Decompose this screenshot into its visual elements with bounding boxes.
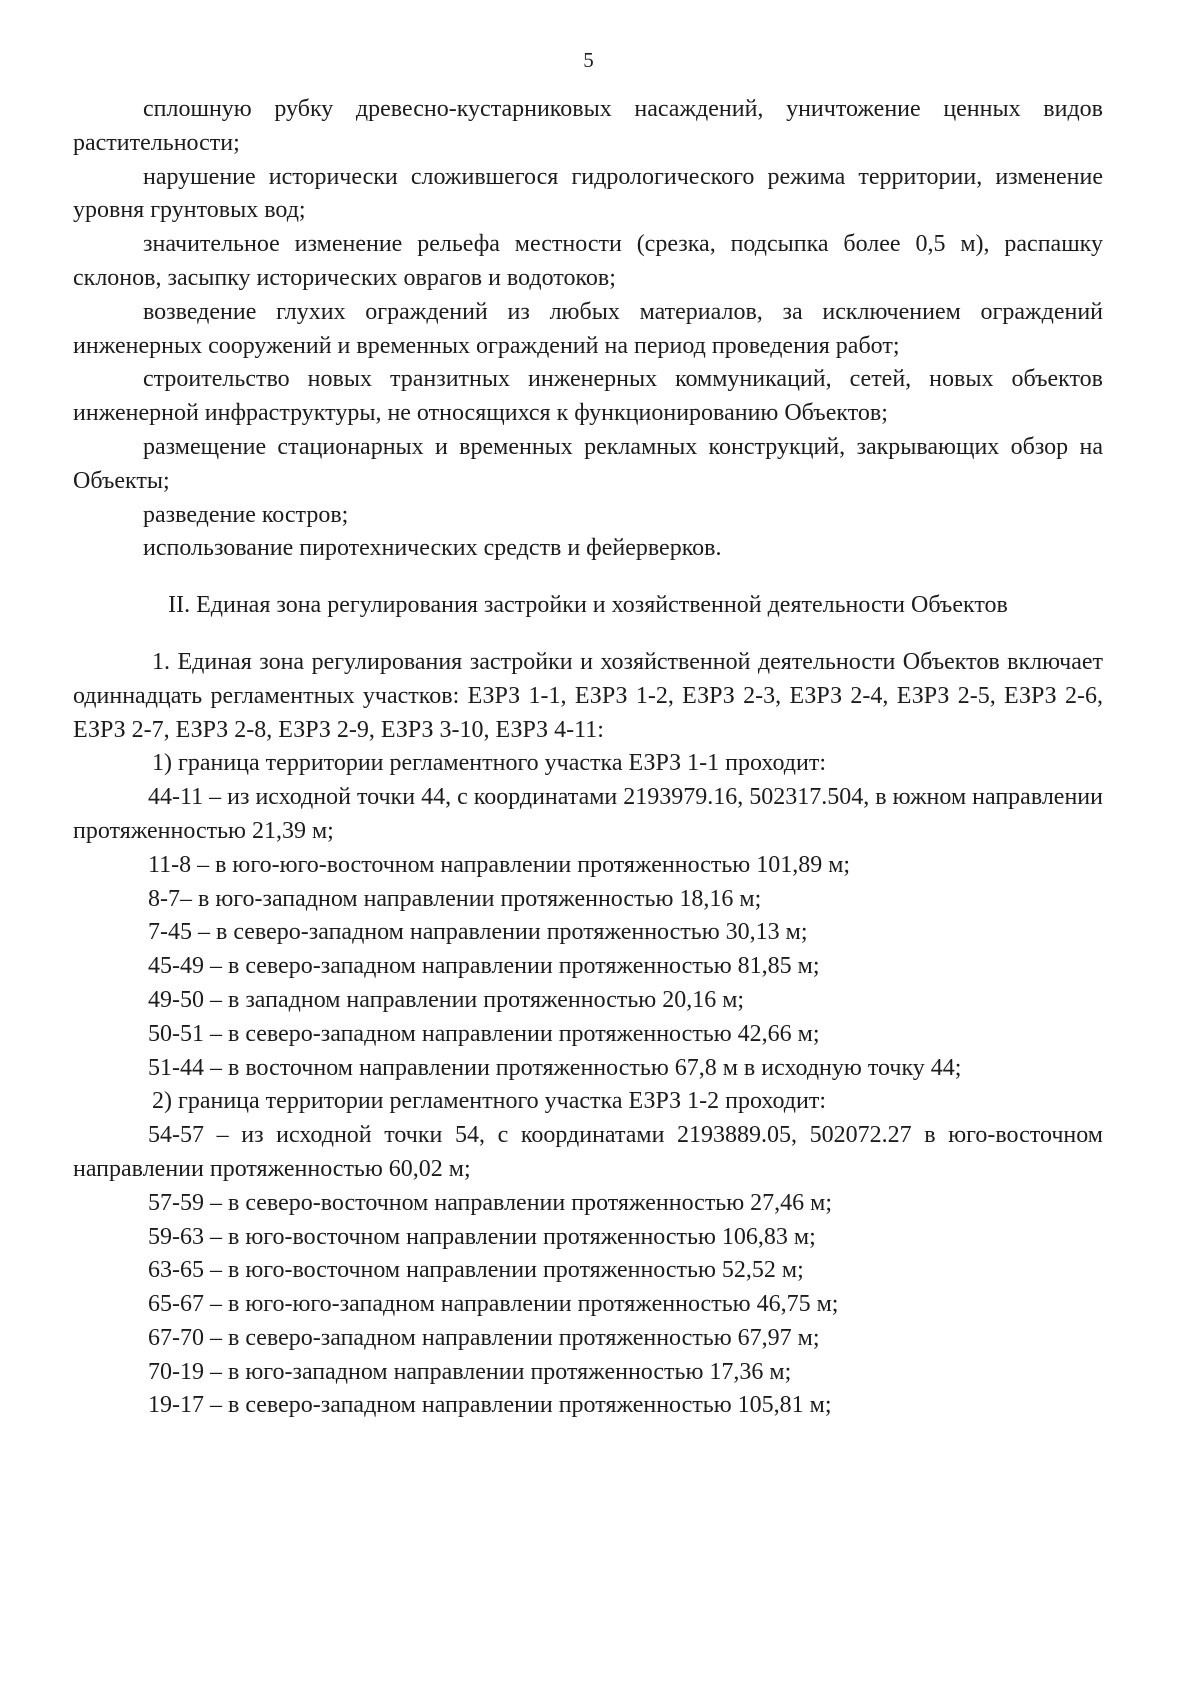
- boundary-segment: 49-50 – в западном направлении протяженностью 20,16 м;: [148, 986, 745, 1013]
- page-number: 5: [583, 48, 594, 72]
- document-body: [73, 93, 1103, 1423]
- boundary-segment: 44-11 – из исходной точки 44, с координатами 2193979.16, 502317.504, в южном направлении протяженностью 21,39 м;: [73, 784, 1103, 844]
- boundary-segment: 57-59 – в северо-восточном направлении протяженностью 27,46 м;: [148, 1189, 833, 1216]
- section-title: II. Единая зона регулирования застройки и хозяйственной деятельности Объектов: [168, 592, 1008, 619]
- boundary-segment: 50-51 – в северо-западном направлении протяженностью 42,66 м;: [148, 1020, 820, 1047]
- zone-intro-paragraph: 1. Единая зона регулирования застройки и хозяйственной деятельности Объектов включает одиннадцать регламентных участков: ЕЗРЗ 1-1, ЕЗРЗ 1-2, ЕЗРЗ 2-3, ЕЗРЗ 2-4, ЕЗРЗ 2-5, ЕЗРЗ 2-6, ЕЗРЗ 2-7, ЕЗРЗ 2-8, ЕЗРЗ 2-9, ЕЗРЗ 3-10, ЕЗРЗ 4-11:: [73, 648, 1103, 743]
- boundary-segment: 45-49 – в северо-западном направлении протяженностью 81,85 м;: [148, 953, 820, 980]
- boundary-segment: 70-19 – в юго-западном направлении протяженностью 17,36 м;: [148, 1358, 792, 1385]
- prohibition-item: размещение стационарных и временных рекламных конструкций, закрывающих обзор на Объекты;: [73, 433, 1103, 494]
- boundary-segment: 8-7– в юго-западном направлении протяженностью 18,16 м;: [148, 885, 762, 912]
- prohibition-item: нарушение исторически сложившегося гидрологического режима территории, изменение уровня грунтовых вод;: [73, 163, 1103, 224]
- boundary-segment: 11-8 – в юго-юго-восточном направлении протяженностью 101,89 м;: [148, 851, 851, 878]
- boundary-segment: 7-45 – в северо-западном направлении протяженностью 30,13 м;: [148, 919, 808, 946]
- prohibition-item: сплошную рубку древесно-кустарниковых насаждений, уничтожение ценных видов растительности;: [73, 96, 1103, 156]
- prohibition-item: разведение костров;: [143, 501, 349, 528]
- boundary-segment: 19-17 – в северо-западном направлении протяженностью 105,81 м;: [148, 1392, 832, 1419]
- boundary-segment: 51-44 – в восточном направлении протяженностью 67,8 м в исходную точку 44;: [148, 1054, 962, 1081]
- prohibition-item: использование пиротехнических средств и фейерверков.: [143, 535, 722, 562]
- zone-2-heading: 2) граница территории регламентного участка ЕЗРЗ 1-2 проходит:: [152, 1088, 826, 1115]
- boundary-segment: 63-65 – в юго-восточном направлении протяженностью 52,52 м;: [148, 1257, 804, 1284]
- boundary-segment: 67-70 – в северо-западном направлении протяженностью 67,97 м;: [148, 1324, 820, 1351]
- prohibition-item: значительное изменение рельефа местности (срезка, подсыпка более 0,5 м), распашку склонов, засыпку исторических оврагов и водотоков;: [73, 231, 1103, 291]
- prohibition-item: возведение глухих ограждений из любых материалов, за исключением ограждений инженерных сооружений и временных ограждений на период проведения работ;: [73, 298, 1103, 359]
- boundary-segment: 59-63 – в юго-восточном направлении протяженностью 106,83 м;: [148, 1223, 816, 1250]
- boundary-segment: 65-67 – в юго-юго-западном направлении протяженностью 46,75 м;: [148, 1291, 839, 1318]
- zone-1-heading: 1) граница территории регламентного участка ЕЗРЗ 1-1 проходит:: [152, 750, 826, 777]
- boundary-segment: 54-57 – из исходной точки 54, с координатами 2193889.05, 502072.27 в юго-восточном направлении протяженностью 60,02 м;: [73, 1122, 1103, 1182]
- prohibition-item: строительство новых транзитных инженерных коммуникаций, сетей, новых объектов инженерной инфраструктуры, не относящихся к функционированию Объектов;: [73, 366, 1103, 427]
